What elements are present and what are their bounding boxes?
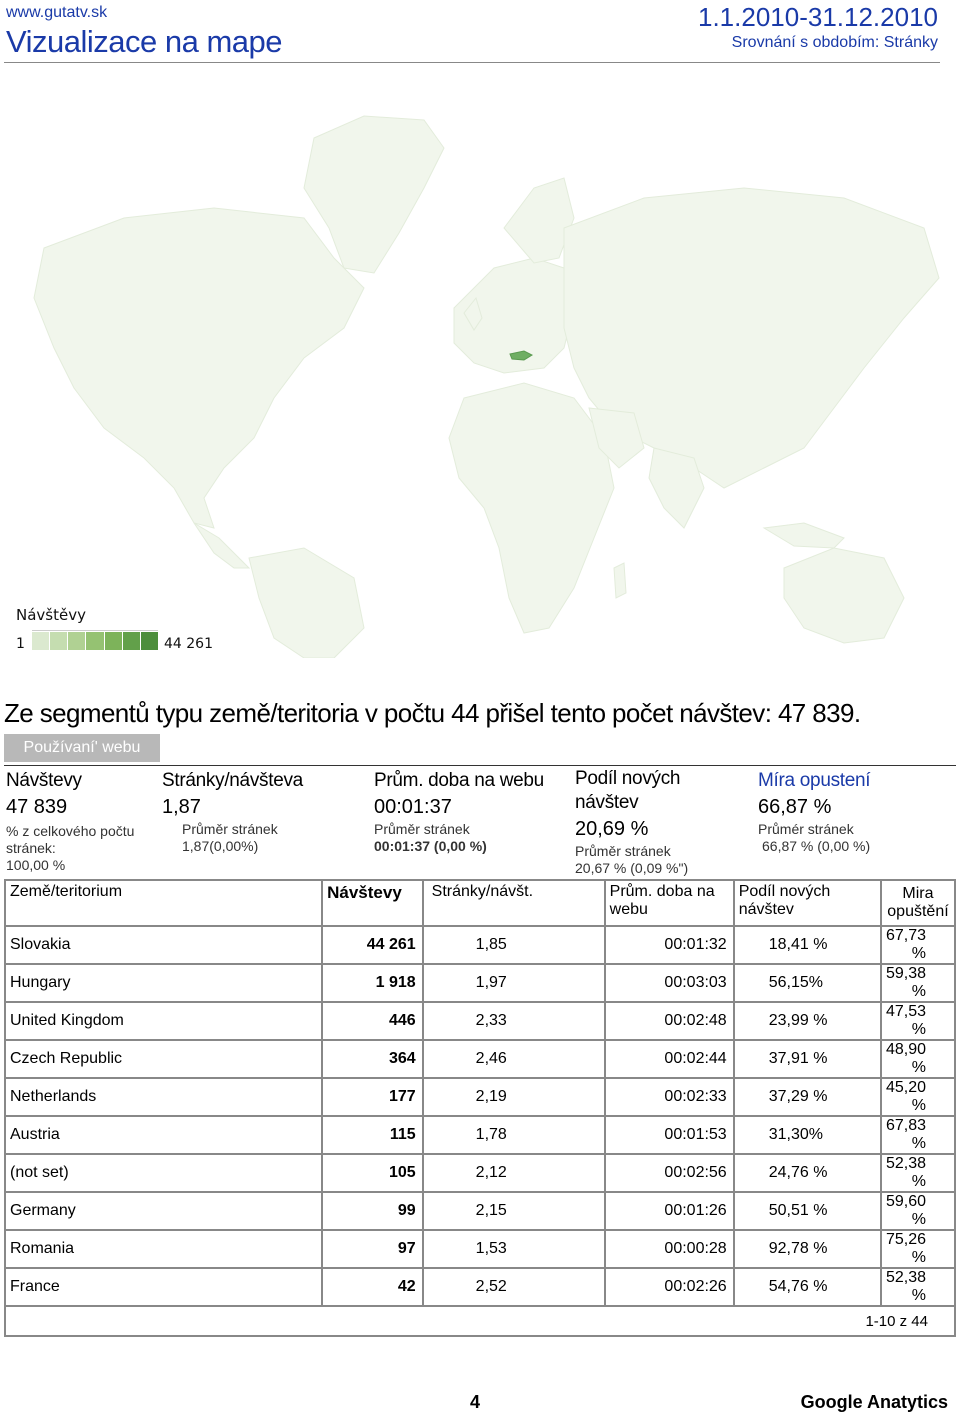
cell-new-visits: 37,29 % <box>734 1078 881 1116</box>
metrics-divider <box>4 765 956 766</box>
cell-duration: 00:01:26 <box>605 1192 734 1230</box>
cell-visits: 1 918 <box>322 964 423 1002</box>
table-row <box>5 964 955 1002</box>
metric-title: Podíl nových <box>575 768 681 789</box>
metric-sub-line: stránek: <box>6 840 56 856</box>
legend-swatch <box>105 632 122 650</box>
metric-visits <box>6 770 156 874</box>
metric-new-visits <box>575 768 745 877</box>
central-america-shape <box>194 523 249 568</box>
cell-duration: 00:00:28 <box>605 1230 734 1268</box>
table-row <box>5 1230 955 1268</box>
cell-new-visits: 24,76 % <box>734 1154 881 1192</box>
page-title: Vizualizace na mape <box>6 24 282 59</box>
cell-pages: 2,46 <box>423 1040 605 1078</box>
cell-country[interactable]: Austria <box>5 1116 157 1154</box>
metric-value: 00:01:37 <box>374 796 452 818</box>
cell-visits: 97 <box>322 1230 423 1268</box>
metric-avg-duration <box>374 770 564 855</box>
cell-spacer <box>157 1230 322 1268</box>
table-row <box>5 1154 955 1192</box>
cell-spacer <box>157 964 322 1002</box>
cell-new-visits: 92,78 % <box>734 1230 881 1268</box>
cell-visits: 42 <box>322 1268 423 1306</box>
table-row <box>5 1002 955 1040</box>
pagination-row <box>5 1306 955 1336</box>
cell-pages: 2,33 <box>423 1002 605 1040</box>
cell-pages: 2,52 <box>423 1268 605 1306</box>
table-row <box>5 1192 955 1230</box>
cell-duration: 00:01:32 <box>605 926 734 964</box>
metric-title: Návštevy <box>6 770 82 791</box>
metric-sub-line: 20,67 % (0,09 %") <box>575 860 689 876</box>
metric-title-line2: návštev <box>575 792 639 813</box>
cell-spacer <box>157 1192 322 1230</box>
footer-brand: Google Anatytics <box>800 1392 948 1412</box>
cell-country[interactable]: (not set) <box>5 1154 157 1192</box>
metric-sub-line: 00:01:37 (0,00 %) <box>374 838 487 854</box>
cell-bounce: 45,20 % <box>881 1078 955 1116</box>
legend-min: 1 <box>16 636 25 652</box>
metric-pages-per-visit <box>162 770 352 855</box>
header-country[interactable]: Země/teritorium <box>5 880 157 926</box>
legend-title: Návštěvy <box>16 606 86 624</box>
metric-sub <box>6 823 156 874</box>
australia-shape <box>784 548 904 643</box>
date-range: 1.1.2010-31.12.2010 <box>698 2 938 32</box>
cell-visits: 177 <box>322 1078 423 1116</box>
page-number: 4 <box>470 1392 481 1412</box>
legend-color-scale <box>32 630 158 652</box>
table-row <box>5 1078 955 1116</box>
cell-country[interactable]: Romania <box>5 1230 157 1268</box>
cell-bounce: 52,38 % <box>881 1268 955 1306</box>
cell-spacer <box>157 1268 322 1306</box>
cell-country[interactable]: Hungary <box>5 964 157 1002</box>
cell-bounce: 67,73 % <box>881 926 955 964</box>
cell-new-visits: 54,76 % <box>734 1268 881 1306</box>
cell-duration: 00:03:03 <box>605 964 734 1002</box>
cell-bounce: 47,53 % <box>881 1002 955 1040</box>
cell-bounce: 59,60 % <box>881 1192 955 1230</box>
legend-swatch <box>86 632 103 650</box>
cell-bounce: 52,38 % <box>881 1154 955 1192</box>
metric-sub <box>575 843 745 877</box>
header-spacer <box>157 880 322 926</box>
table-row <box>5 1040 955 1078</box>
table-header-row <box>5 880 955 926</box>
cell-visits: 99 <box>322 1192 423 1230</box>
cell-visits: 115 <box>322 1116 423 1154</box>
metric-title: Míra opustení <box>758 770 871 791</box>
metric-sub-line: Průměr stránek <box>374 821 470 837</box>
cell-new-visits: 50,51 % <box>734 1192 881 1230</box>
metric-sub-line: % z celkového počtu <box>6 823 135 839</box>
metric-sub <box>162 821 352 855</box>
south-america-shape <box>249 548 364 658</box>
cell-pages: 2,19 <box>423 1078 605 1116</box>
metric-sub-line: 66,87 % (0,00 %) <box>762 838 871 854</box>
cell-country[interactable]: Slovakia <box>5 926 157 964</box>
metric-sub-line: Průmér stránek <box>758 821 854 837</box>
cell-bounce: 67,83 % <box>881 1116 955 1154</box>
country-table <box>4 879 956 1337</box>
metric-sub <box>758 821 954 855</box>
cell-pages: 2,15 <box>423 1192 605 1230</box>
cell-spacer <box>157 1040 322 1078</box>
site-link[interactable]: www.gutatv.sk <box>6 4 108 21</box>
metric-value: 47 839 <box>6 796 68 818</box>
legend-swatch <box>68 632 85 650</box>
metric-sub-line: Průměr stránek <box>575 843 671 859</box>
cell-duration: 00:02:56 <box>605 1154 734 1192</box>
cell-bounce: 48,90 % <box>881 1040 955 1078</box>
cell-new-visits: 56,15% <box>734 964 881 1002</box>
cell-pages: 2,12 <box>423 1154 605 1192</box>
cell-visits: 105 <box>322 1154 423 1192</box>
metric-value: 1,87 <box>162 796 201 818</box>
cell-duration: 00:02:48 <box>605 1002 734 1040</box>
cell-spacer <box>157 1078 322 1116</box>
table-row <box>5 1268 955 1306</box>
metric-sub <box>374 821 564 855</box>
table-row <box>5 926 955 964</box>
cell-duration: 00:02:33 <box>605 1078 734 1116</box>
cell-spacer <box>157 1154 322 1192</box>
cell-new-visits: 37,91 % <box>734 1040 881 1078</box>
metric-title: Prům. doba na webu <box>374 770 544 791</box>
header-duration[interactable]: Prům. doba na webu <box>605 880 734 926</box>
legend-max: 44 261 <box>164 636 213 652</box>
header-divider <box>4 62 940 63</box>
cell-country[interactable]: United Kingdom <box>5 1002 157 1040</box>
header-bounce[interactable]: Mira opuštění <box>881 880 955 926</box>
comparison-label: Srovnání s obdobím: Stránky <box>731 34 938 51</box>
cell-duration: 00:02:44 <box>605 1040 734 1078</box>
legend-swatch <box>50 632 67 650</box>
cell-new-visits: 18,41 % <box>734 926 881 964</box>
cell-duration: 00:01:53 <box>605 1116 734 1154</box>
world-map[interactable] <box>4 68 944 658</box>
summary-text: Ze segmentů typu země/teritoria v počtu 44 přišel tento počet návštev: 47 839. <box>4 698 861 728</box>
header-visits[interactable]: Návštevy <box>322 880 423 926</box>
cell-bounce: 75,26 % <box>881 1230 955 1268</box>
cell-new-visits: 23,99 % <box>734 1002 881 1040</box>
legend-swatch <box>32 632 49 650</box>
header-new-visits[interactable]: Podíl nových návštev <box>734 880 881 926</box>
metric-bounce-rate <box>758 770 954 855</box>
cell-pages: 1,78 <box>423 1116 605 1154</box>
table-row <box>5 1116 955 1154</box>
cell-spacer <box>157 1002 322 1040</box>
cell-bounce: 59,38 % <box>881 964 955 1002</box>
cell-visits: 44 261 <box>322 926 423 964</box>
madagascar-shape <box>614 563 626 598</box>
cell-pages: 1,85 <box>423 926 605 964</box>
metric-sub-line: Průměr stránek <box>182 821 278 837</box>
metric-title: Stránky/návšteva <box>162 770 303 791</box>
indonesia-shape <box>764 523 844 548</box>
pagination-label[interactable]: 1-10 z 44 <box>5 1306 955 1336</box>
cell-country[interactable]: Czech Republic <box>5 1040 157 1078</box>
legend-swatch <box>141 632 158 650</box>
metric-value: 66,87 % <box>758 796 832 818</box>
metric-value: 20,69 % <box>575 818 649 840</box>
cell-country[interactable]: France <box>5 1268 157 1306</box>
metric-sub-line: 100,00 % <box>6 857 66 873</box>
cell-spacer <box>157 926 322 964</box>
cell-new-visits: 31,30% <box>734 1116 881 1154</box>
cell-duration: 00:02:26 <box>605 1268 734 1306</box>
cell-country[interactable]: Netherlands <box>5 1078 157 1116</box>
header-pages[interactable]: Stránky/návšt. <box>423 880 605 926</box>
cell-country[interactable]: Germany <box>5 1192 157 1230</box>
cell-spacer <box>157 1116 322 1154</box>
segment-tab[interactable]: Používaní' webu <box>4 734 160 762</box>
legend-swatch <box>123 632 140 650</box>
africa-shape <box>449 383 614 633</box>
metric-sub-line: 1,87(0,00%) <box>182 838 259 854</box>
cell-pages: 1,53 <box>423 1230 605 1268</box>
cell-visits: 446 <box>322 1002 423 1040</box>
north-america-shape <box>34 208 364 528</box>
cell-pages: 1,97 <box>423 964 605 1002</box>
cell-visits: 364 <box>322 1040 423 1078</box>
